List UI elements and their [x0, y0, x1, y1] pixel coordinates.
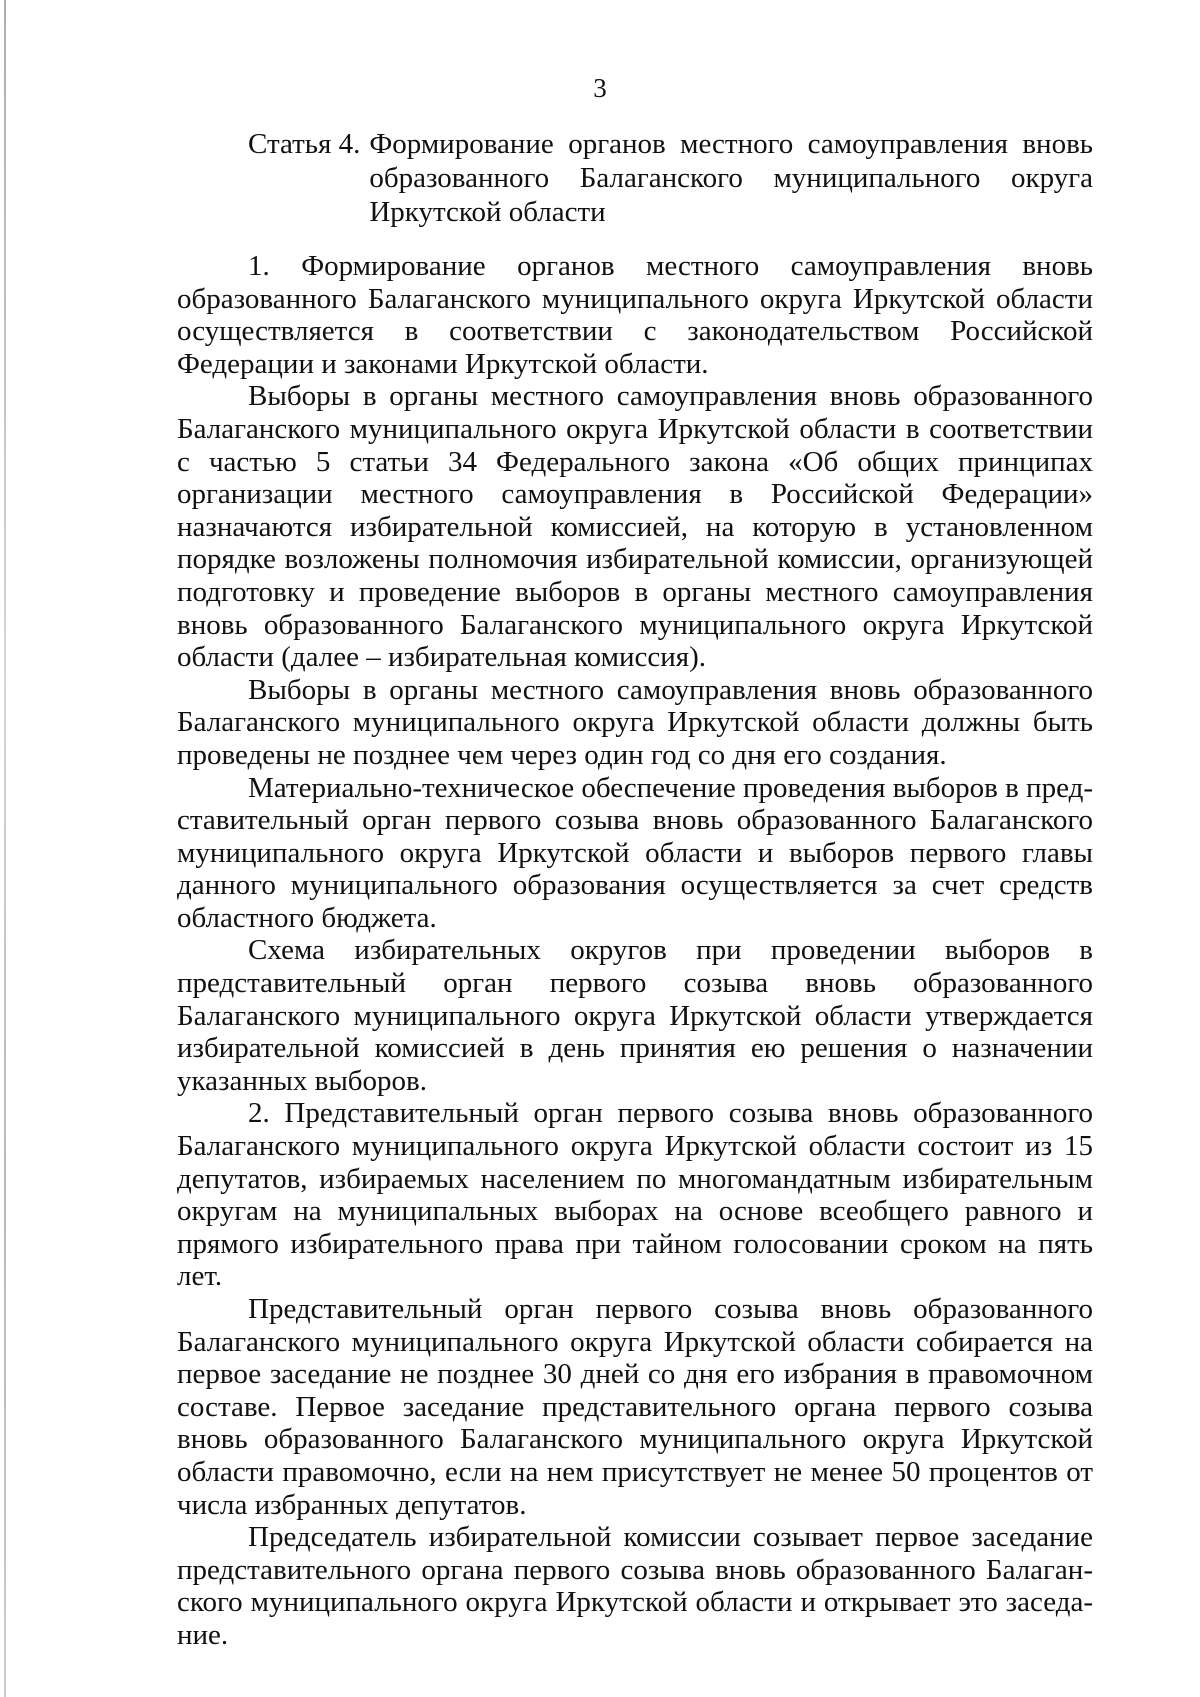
paragraph: 1. Формирование органов местного самоуправления вновь образованного Балаганского муниципального округа Иркутской области осуществляется в соответствии с законодательством Российской Федерации и законами Иркутской области.	[177, 250, 1093, 380]
scan-edge-shadow	[4, 0, 6, 1697]
article-heading	[248, 127, 1093, 229]
article-title: Формирование органов местного самоуправления вновь образованного Балаганского муниципального округа Иркутской области	[369, 128, 1093, 228]
paragraph: Представительный орган первого созыва вновь образованного Балаганского муниципального округа Иркутской области собирается на первое заседание не позднее 30 дней со дня его избрания в правомочном составе. Первое заседание представительного органа первого созыва вновь образованного Балаганского муниципального округа Иркутской области правомочно, если на нем присутствует не менее 50 процентов от числа избранных депутатов.	[177, 1293, 1093, 1521]
paragraph: Председатель избирательной комиссии созывает первое заседание представительного органа первого созыва вновь образованного Балаганского муниципального округа Иркутской области и открывает это заседание.	[177, 1521, 1093, 1651]
page-number: 3	[593, 73, 607, 103]
paragraph: Схема избирательных округов при проведении выборов в представительный орган первого созыва вновь образованного Балаганского муниципального округа Иркутской области утверждается избирательной комиссией в день принятия ею решения о назначении указанных выборов.	[177, 934, 1093, 1097]
paragraph: 2. Представительный орган первого созыва вновь образованного Балаганского муниципального округа Иркутской области состоит из 15 депутатов, избираемых населением по многомандатным избирательным округам на муниципальных выборах на основе всеобщего равного и прямого избирательного права при тайном голосовании сроком на пять лет.	[177, 1097, 1093, 1293]
paragraph: Материально-техническое обеспечение проведения выборов в представительный орган первого созыва вновь образованного Балаганского муниципального округа Иркутской области и выборов первого главы данного муниципального образования осуществляется за счет средств областного бюджета.	[177, 771, 1093, 934]
paragraph: Выборы в органы местного самоуправления вновь образованного Балаганского муниципального округа Иркутской области должны быть проведены не позднее чем через один год со дня его создания.	[177, 673, 1093, 771]
article-body	[177, 250, 1093, 1652]
article-label: Статья 4.	[248, 128, 361, 160]
paragraph: Выборы в органы местного самоуправления вновь образованного Балаганского муниципального округа Иркутской области в соответствии с частью 5 статьи 34 Федерального закона «Об общих принципах организации местного самоуправления в Российской Федерации» назначаются избирательной комиссией, на которую в установленном порядке возложены полномочия избирательной комиссии, организующей подготовку и проведение выборов в органы местного самоуправления вновь образованного Балаганского муниципального округа Иркутской области (далее – избирательная комиссия).	[177, 380, 1093, 674]
